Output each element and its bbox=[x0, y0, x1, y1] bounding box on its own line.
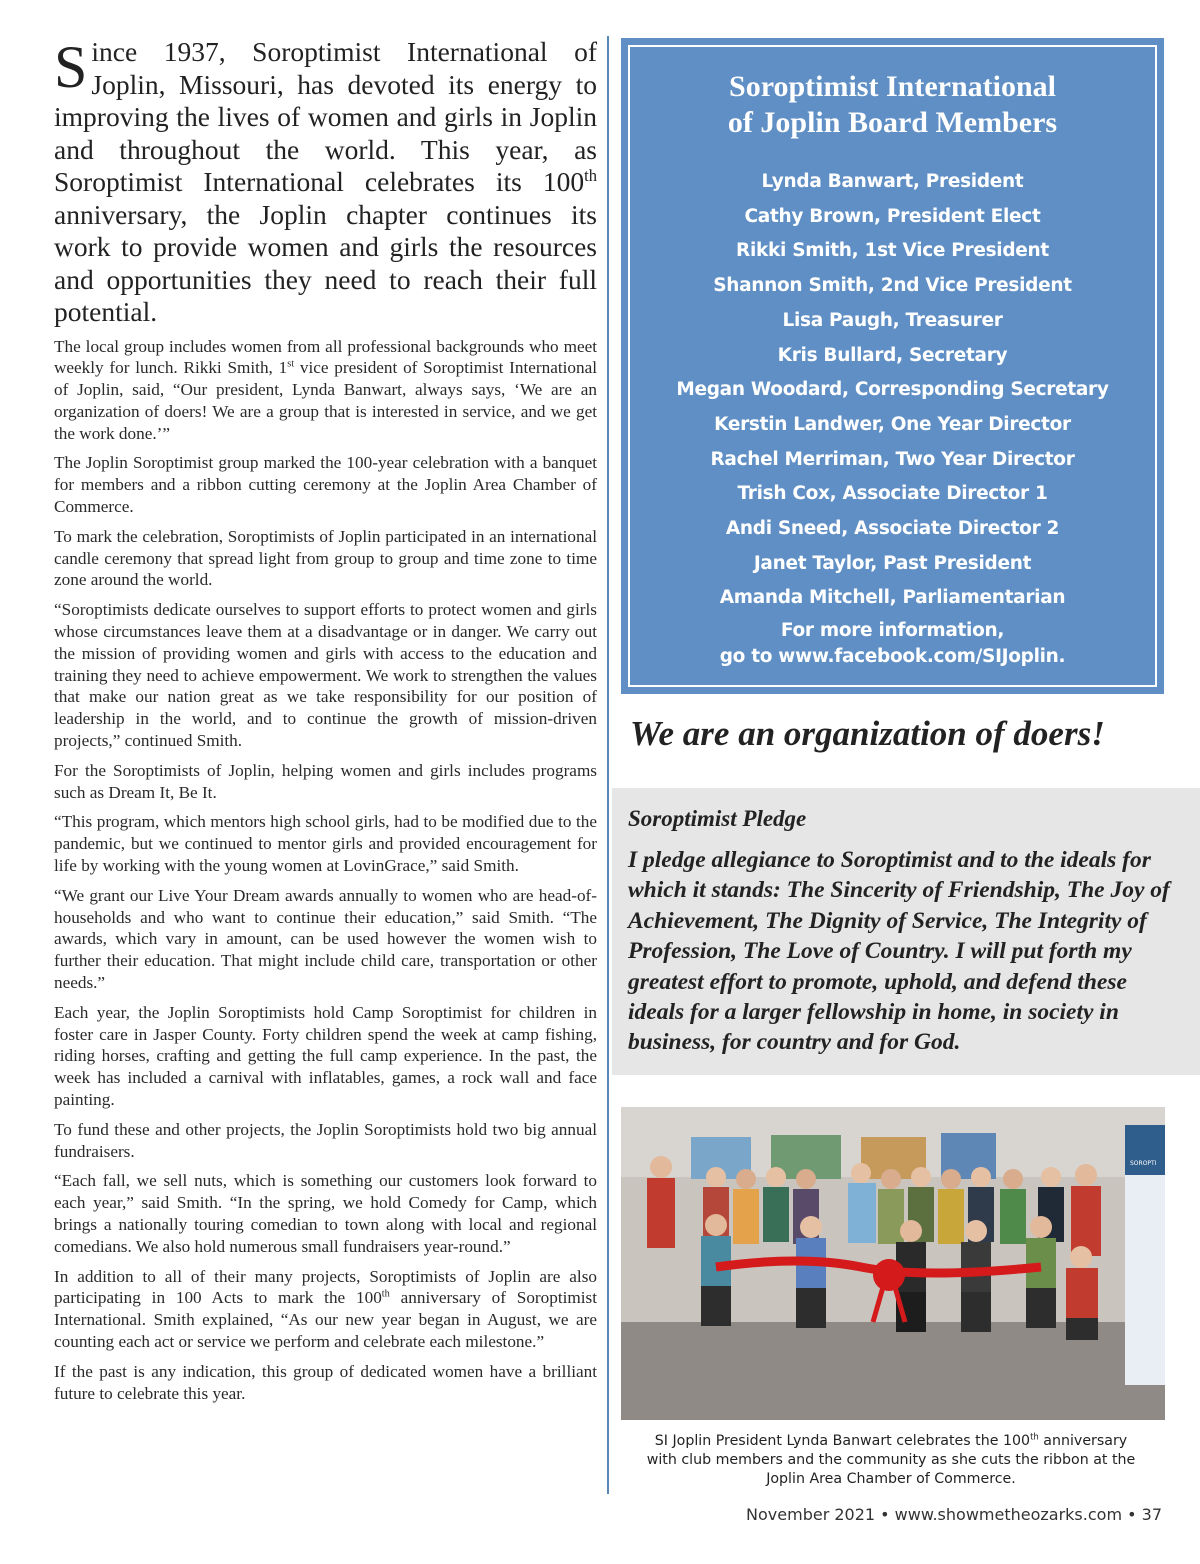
drop-cap: S bbox=[54, 34, 88, 100]
board-member: Rachel Merriman, Two Year Director bbox=[710, 448, 1075, 470]
article-paragraph: In addition to all of their many projects, Soroptimists of Joplin are also participating in 100 Acts to mark the 100th anniversary of Soroptimist International. Smith explained, “As our new year began in August, we are counting each act or service we perform and celebrate each milestone.” bbox=[54, 1266, 598, 1351]
ribbon-bow bbox=[873, 1259, 905, 1291]
board-member: Cathy Brown, President Elect bbox=[744, 205, 1041, 227]
article-column bbox=[54, 36, 597, 1412]
board-member: Andi Sneed, Associate Director 2 bbox=[725, 518, 1060, 540]
tagline: We are an organization of doers! bbox=[630, 714, 1105, 753]
board-member: Lisa Paugh, Treasurer bbox=[782, 309, 1003, 331]
board-member: Janet Taylor, Past President bbox=[753, 552, 1032, 574]
group-photo-illustration bbox=[621, 1107, 1165, 1420]
board-member: Trish Cox, Associate Director 1 bbox=[737, 483, 1048, 505]
pledge-text: I pledge allegiance to Soroptimist and to the ideals for which it stands: The Sincerity of Friendship, The Joy of Achievement, The Dignity of Service, The Integrity of Profession, The Love of Country. I will put forth my greatest effort to promote, uphold, and defend these ideals for a larger fellowship in home, in society in business, for country and for God. bbox=[628, 847, 1170, 1056]
pledge-title: Soroptimist Pledge bbox=[628, 806, 807, 831]
banner-text: SOROPTI bbox=[1130, 1160, 1157, 1167]
board-member: Kris Bullard, Secretary bbox=[777, 344, 1008, 366]
article-paragraph: The local group includes women from all professional backgrounds who meet weekly for lunch. Rikki Smith, 1st vice president of Soroptimist International of Joplin, said, “Our president, Lynda Banwart, always says, ‘We are an organization of doers! We are a group that is interested in service, and we get the work done.’” bbox=[54, 336, 597, 443]
page-footer: November 2021 • www.showmetheozarks.com • 37 bbox=[746, 1505, 1162, 1524]
article-paragraph: If the past is any indication, this group of dedicated women have a brilliant future to celebrate this year. bbox=[54, 1361, 597, 1403]
board-member: Amanda Mitchell, Parliamentarian bbox=[719, 587, 1066, 609]
lead-text-end: anniversary, the Joplin chapter continues its work to provide women and girls the resources and opportunities they need to reach their full potential. bbox=[54, 198, 597, 327]
board-member: Rikki Smith, 1st Vice President bbox=[736, 240, 1049, 262]
board-members-box bbox=[621, 38, 1164, 694]
article-lead bbox=[54, 36, 597, 329]
article-paragraph: For the Soroptimists of Joplin, helping women and girls includes programs such as Dream It, Be It. bbox=[54, 760, 597, 802]
article-paragraph: “Soroptimists dedicate ourselves to support efforts to protect women and girls whose circumstances leave them at a disadvantage or in danger. We carry out the mission of providing women and girls with access to the education and training they need to achieve empowerment. We work to strengthen the values that make our nation great as we take responsibility for our position of leadership in the world, and to continue the growth of mission-driven projects,” continued Smith. bbox=[54, 600, 597, 751]
article-paragraph: “Each fall, we sell nuts, which is something our customers look forward to each year,” said Smith. “In the spring, we hold Comedy for Camp, which brings a nationally touring comedian to town along with local and regional comedians. We also hold numerous small fundraisers year-round.” bbox=[54, 1171, 597, 1256]
facebook-link[interactable]: go to www.facebook.com/SIJoplin. bbox=[719, 646, 1066, 668]
lead-superscript: th bbox=[584, 165, 597, 185]
article-paragraph: To mark the celebration, Soroptimists of Joplin participated in an international candle ceremony that spread light from group to group and time zone to time zone around the world. bbox=[54, 526, 597, 590]
group-photo bbox=[621, 1107, 1165, 1420]
board-member: Lynda Banwart, President bbox=[761, 171, 1024, 192]
article-paragraph: “This program, which mentors high school girls, had to be modified due to the pandemic, but we continued to mentor girls and provided encouragement for life by working with the young women at LovinGrace,” said Smith. bbox=[54, 812, 597, 876]
article-paragraph: “We grant our Live Your Dream awards annually to women who are head-of-households and who want to continue their education,” said Smith. “The awards, which vary in amount, can be used however the women wish to further their education. That might include child care, transportation or other needs.” bbox=[54, 885, 597, 993]
more-info: For more information, go to www.facebook.com/SIJoplin. bbox=[630, 618, 1155, 670]
board-title: Soroptimist International of Joplin Board Members bbox=[727, 70, 1058, 139]
board-member: Kerstin Landwer, One Year Director bbox=[714, 413, 1071, 435]
board-member: Megan Woodard, Corresponding Secretary bbox=[676, 379, 1109, 401]
board-member: Shannon Smith, 2nd Vice President bbox=[713, 275, 1072, 297]
board-members-inner bbox=[628, 45, 1157, 687]
photo-caption: SI Joplin President Lynda Banwart celebrates the 100th anniversary with club members and the community as she cuts the ribbon at the Joplin Area Chamber of Commerce. bbox=[646, 1432, 1136, 1487]
column-divider bbox=[607, 36, 609, 1494]
pledge-box bbox=[612, 788, 1200, 1075]
article-paragraph: To fund these and other projects, the Joplin Soroptimists hold two big annual fundraisers. bbox=[54, 1119, 597, 1161]
article-paragraph: The Joplin Soroptimist group marked the 100-year celebration with a banquet for members and a ribbon cutting ceremony at the Joplin Area Chamber of Commerce. bbox=[54, 453, 597, 517]
lead-text: ince 1937, Soroptimist International of Joplin, Missouri, has devoted its energy to improving the lives of women and girls in Joplin and throughout the world. This year, as Soroptimist International celebrates its 100 bbox=[54, 36, 597, 197]
article-paragraph: Each year, the Joplin Soroptimists hold Camp Soroptimist for children in foster care in Jasper County. Forty children spend the week at camp fishing, riding horses, crafting and getting the full camp experience. In the past, the week has included a carnival with inflatables, games, a rock wall and face painting. bbox=[54, 1002, 597, 1109]
